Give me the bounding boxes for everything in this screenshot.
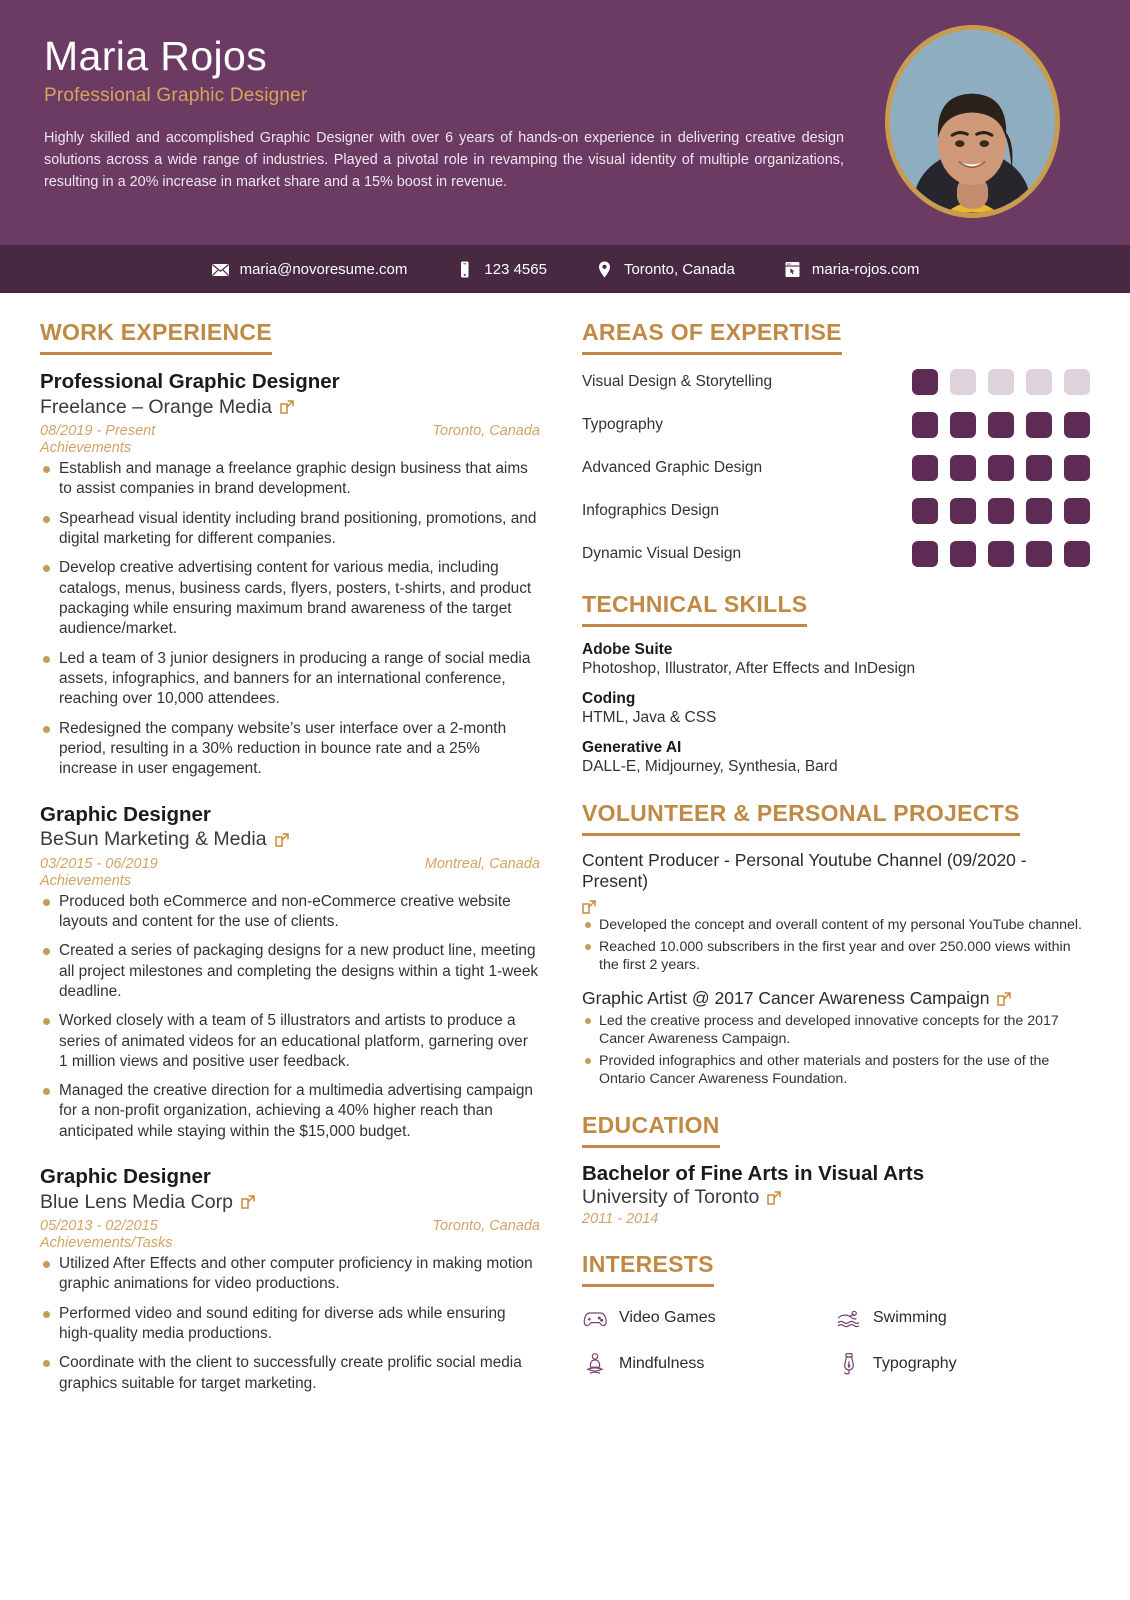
skill-group [582,641,1090,678]
achievements-label: Achievements/Tasks [40,1235,173,1252]
interest-label: Typography [873,1355,957,1373]
job-title: Graphic Designer [40,1165,211,1189]
contact-location-text: Toronto, Canada [623,260,735,278]
level-square [988,369,1014,395]
external-link-icon[interactable] [241,1195,255,1209]
skill-category: Generative AI [582,739,682,756]
job-bullet: Develop creative advertising content for various media, including catalogs, menus, business cards, flyers, posters, t-shirts, and product packaging while ensuring maximum brand awareness of the target audience/market. [40,558,540,639]
job-location: Toronto, Canada [432,1218,540,1235]
skill-group [582,739,1090,776]
interest-label: Swimming [873,1309,947,1327]
skill-group [582,690,1090,727]
level-square [988,412,1014,438]
project-entry [582,850,1090,974]
expertise-row [582,541,1090,567]
job-company-text: BeSun Marketing & Media [40,828,267,851]
level-square [912,455,938,481]
gamepad-icon [582,1305,608,1331]
interests-grid [582,1305,1090,1377]
education-section [582,1112,1090,1227]
contact-website[interactable] [783,260,920,279]
level-square [912,369,938,395]
contact-website-text: maria-rojos.com [811,260,920,278]
job-location: Montreal, Canada [424,855,540,872]
work-experience-heading: WORK EXPERIENCE [40,319,272,355]
map-pin-icon [595,260,614,279]
job-bullet: Coordinate with the client to successfully create prolific social media graphics suitable for target marketing. [40,1353,540,1394]
job-dates: 08/2019 - Present [40,422,156,439]
skill-value: HTML, Java & CSS [582,709,717,726]
job-company [40,827,540,852]
job-bullet: Establish and manage a freelance graphic design business that aims to assist companies in brand development. [40,459,540,500]
technical-skills-section [582,591,1090,776]
education-school [582,1186,1090,1209]
level-square [988,498,1014,524]
project-bullet-list [582,1012,1090,1089]
job-entry [40,802,540,1143]
level-square [950,498,976,524]
candidate-name: Maria Rojos [44,33,268,79]
skill-value: Photoshop, Illustrator, After Effects and InDesign [582,660,916,677]
level-square [1064,412,1090,438]
expertise-level [912,498,1090,524]
interests-heading: INTERESTS [582,1251,714,1287]
level-square [912,498,938,524]
skill-value: DALL-E, Midjourney, Synthesia, Bard [582,758,838,775]
job-bullet: Performed video and sound editing for diverse ads while ensuring high-quality media productions. [40,1304,540,1345]
job-bullet: Led a team of 3 junior designers in producing a range of social media assets, infographics, and banners for an international conference, reaching over 10,000 attendees. [40,649,540,710]
contact-email[interactable] [211,260,408,279]
level-square [1026,412,1052,438]
level-square [912,541,938,567]
job-dates: 05/2013 - 02/2015 [40,1218,158,1235]
level-square [950,455,976,481]
level-square [1026,455,1052,481]
swimmer-icon [836,1305,862,1331]
expertise-level [912,369,1090,395]
meditation-icon [582,1351,608,1377]
job-bullet: Produced both eCommerce and non-eCommerce creative website layouts and content for the use of clients. [40,892,540,933]
browser-icon [783,260,802,279]
left-column [40,319,540,1418]
project-bullet: Developed the concept and overall content of my personal YouTube channel. [582,916,1090,934]
expertise-level [912,455,1090,481]
projects-section [582,800,1090,1088]
interest-item [582,1351,836,1377]
resume-body [0,293,1130,1418]
project-entry [582,988,1090,1088]
interest-item [582,1305,836,1331]
job-bullet-list [40,1254,540,1394]
pen-nib-icon [836,1351,862,1377]
expertise-row [582,498,1090,524]
expertise-section [582,319,1090,567]
expertise-label: Typography [582,416,663,433]
project-bullet: Reached 10.000 subscribers in the first year and over 250.000 views within the first 2 years. [582,938,1090,974]
envelope-icon [211,260,230,279]
job-bullet: Spearhead visual identity including brand positioning, promotions, and digital marketing for different companies. [40,509,540,550]
interests-section [582,1251,1090,1377]
project-bullet: Led the creative process and developed innovative concepts for the 2017 Cancer Awareness Campaign. [582,1012,1090,1048]
expertise-label: Infographics Design [582,502,719,519]
expertise-row [582,412,1090,438]
level-square [1064,369,1090,395]
interest-label: Video Games [619,1309,716,1327]
job-company [40,1190,540,1215]
job-company-text: Freelance – Orange Media [40,395,272,418]
contact-phone[interactable] [455,260,547,279]
project-bullet-list [582,916,1090,975]
interest-item [836,1351,1090,1377]
job-meta [40,856,540,872]
expertise-row [582,369,1090,395]
skill-category: Adobe Suite [582,641,673,658]
external-link-icon[interactable] [767,1191,781,1205]
interest-label: Mindfulness [619,1355,705,1373]
level-square [1026,369,1052,395]
work-experience-section [40,319,540,1394]
external-link-icon[interactable] [280,400,294,414]
level-square [950,369,976,395]
job-entry [40,369,540,780]
candidate-job-title: Professional Graphic Designer [44,85,308,107]
level-square [912,412,938,438]
contact-bar [0,245,1130,293]
achievements-label: Achievements [40,439,132,456]
resume-header [0,0,1130,245]
phone-icon [455,260,474,279]
external-link-icon[interactable] [582,900,596,914]
projects-heading: VOLUNTEER & PERSONAL PROJECTS [582,800,1020,836]
candidate-summary: Highly skilled and accomplished Graphic Designer with over 6 years of hands-on experience in delivering creative design solutions across a wide range of industries. Played a pivotal role in revamping the visual identity of multiple organizations, resulting in a 20% increase in market share and a 15% boost in revenue. [44,130,844,191]
job-bullet: Redesigned the company website’s user interface over a 2-month period, resulting in a 30% reduction in bounce rate and a 25% increase in user engagement. [40,719,540,780]
project-bullet: Provided infographics and other materials and posters for the use of the Ontario Cancer Awareness Foundation. [582,1052,1090,1088]
external-link-icon[interactable] [275,833,289,847]
job-bullet: Utilized After Effects and other computer proficiency in making motion graphic animations for video productions. [40,1254,540,1295]
job-bullet: Managed the creative direction for a multimedia advertising campaign for a non-profit organization, achieving a 40% higher reach than anticipated while staying within the $15,000 budget. [40,1081,540,1142]
contact-phone-text: 123 4565 [484,260,547,278]
expertise-label: Visual Design & Storytelling [582,373,773,390]
level-square [950,541,976,567]
job-bullet: Created a series of packaging designs for a new product line, meeting all project milestones and completing the designs within a tight 1-week deadline. [40,941,540,1002]
job-bullet-list [40,892,540,1143]
contact-location[interactable] [595,260,735,279]
job-title: Professional Graphic Designer [40,370,340,393]
skill-category: Coding [582,690,636,707]
job-company [40,395,540,420]
avatar [885,25,1060,218]
job-dates: 03/2015 - 06/2019 [40,855,158,872]
job-meta [40,423,540,439]
external-link-icon[interactable] [997,992,1011,1006]
education-school-text: University of Toronto [582,1186,760,1209]
job-meta [40,1218,540,1234]
project-title [582,850,1090,914]
level-square [1064,455,1090,481]
education-degree: Bachelor of Fine Arts in Visual Arts [582,1162,925,1186]
job-location: Toronto, Canada [432,422,540,439]
project-title-text: Graphic Artist @ 2017 Cancer Awareness Campaign [582,988,990,1009]
expertise-label: Dynamic Visual Design [582,545,742,562]
level-square [950,412,976,438]
expertise-label: Advanced Graphic Design [582,459,763,476]
job-title: Graphic Designer [40,802,211,826]
expertise-heading: AREAS OF EXPERTISE [582,319,842,355]
right-column [582,319,1090,1418]
level-square [988,541,1014,567]
level-square [988,455,1014,481]
level-square [1026,541,1052,567]
contact-email-text: maria@novoresume.com [239,260,408,278]
achievements-label: Achievements [40,872,132,889]
job-company-text: Blue Lens Media Corp [40,1190,233,1213]
expertise-level [912,412,1090,438]
education-heading: EDUCATION [582,1112,720,1148]
interest-item [836,1305,1090,1331]
education-years: 2011 - 2014 [582,1211,659,1228]
project-title-text: Content Producer - Personal Youtube Channel (09/2020 - Present) [582,850,1027,892]
level-square [1064,541,1090,567]
job-entry [40,1164,540,1394]
profile-photo-icon [890,30,1055,213]
technical-skills-heading: TECHNICAL SKILLS [582,591,807,627]
job-bullet: Worked closely with a team of 5 illustrators and artists to produce a series of animated videos for an educational platform, garnering over 1 million views and positive user feedback. [40,1011,540,1072]
expertise-row [582,455,1090,481]
project-title [582,988,1090,1009]
expertise-level [912,541,1090,567]
job-bullet-list [40,459,540,780]
level-square [1026,498,1052,524]
level-square [1064,498,1090,524]
